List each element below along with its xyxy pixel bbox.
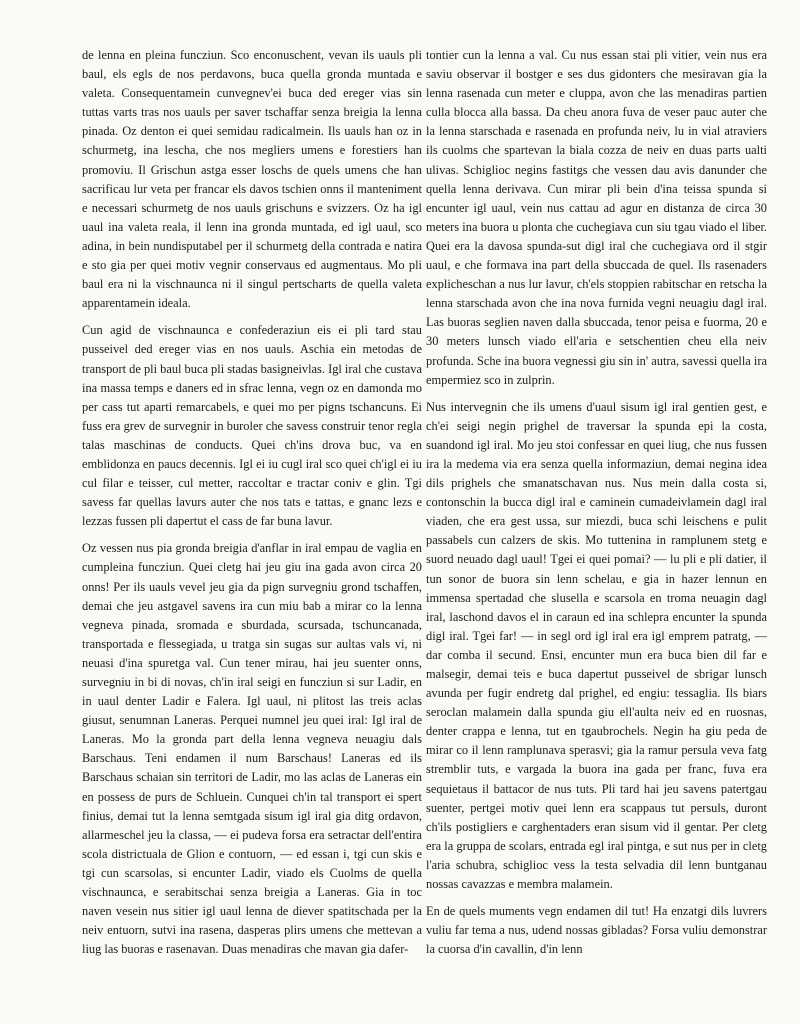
paragraph: tontier cun la lenna a val. Cu nus essan stai pli vitier, vein nus era saviu observar il bostger e ses dus gidonters che mesiravan gia la lenna rasenada cun meter e cluppa, avon che las menadiras partien culla blocca alla bassa. Da cheu anora fuva de veser pauc auter che la lenna starschada e rasenada en profunda neiv, lu in vial atraviers ils cuolms che spartevan la biala cozza de neiv en duas parts ualti ulivas. Schiglioc negins fastitgs che vessen dau avis danunder che quella lenna derivava. Cun mirar pli bein d'ina teissa spunda si encunter igl uaul, vein nus cattau ad agur en distanza de circa 30 meters ina buora u plonta che cuchegiava cun siu tgau viado el liber. Quei era la davosa spunda-sut digl iral che cuchegiava ord il stgir uaul, e che formava ina part della sbuccada de quel. Ils rasenaders explicheschan a nus lur lavur, ch'els stoppien rabitschar en retscha la lenna starschada avon che ina nova furnida vegni neuagiu dagl iral. Las buoras seglien naven dalla sbuccada, tenor peisa e fuorma, 20 e 30 meters lunsch viado ell'aria e setschentien cheu ella neiv profunda. Sche ina buora vegnessi giu sin in' autra, savessi quella ira empermiez sco in zulprin.: [426, 48, 767, 387]
paragraph: Cun agid de vischnaunca e confederaziun eis ei pli tard stau pusseivel ded ereger vias en nos uauls. Aschia ein metodas de transport de pli baul buca pli stadas basigneivlas. Igl iral che custava ina massa temps e daners ed in sfrac lenna, vegn oz en damonda mo per cass tut aparti remarcabels, e quei mo per pigns tschancuns. Ei fuss era grev de survegnir in buroler che savess construir tenor regla talas maschinas de conducts. Quei ch'ins drova buc, va en emblidonza en paucs decennis. Igl ei iu cugl iral sco quei ch'igl ei iu cul filar e teisser, cul metter, raccoltar e tractar coniv e glin. Tgi savess far quellas lavurs auter che nos tats e tattas, e gnanc lezs e lezzas fussen pli dapertut el cass de far buna lavur.: [82, 323, 422, 529]
right-column: [426, 46, 767, 967]
paragraph: de lenna en pleina funcziun. Sco enconuschent, vevan ils uauls pli baul, els egls de nos perdavons, buca quella gronda muntada e valeta. Consequentamein cunvegnev'ei buca ded ereger vias sin tuttas varts tras nos uauls per saver tschaffar senza breigia la lenna pinada. Oz denton ei quei semidau radicalmein. Ils uauls han oz in schurmetg, ina lescha, che nos megliers umens e forestiers han promoviu. Il Grischun astga esser loschs de quels umens che han sacrificau lur veta per francar els davos tschien onns il manteniment e necessari schurmetg de nos uauls grischuns e svizzers. Oz ha igl uaul ina valeta reala, il lenn ina gronda muntada, ed igl uaul, sco adina, in bein nundisputabel per il schurmetg della contrada e natira e sto gia per quei motiv vegnir conservaus ed augmentaus. Mo pli baul era ni la vischnaunca ni il singul pertscharts de quella valeta apparentamein ideala.: [82, 48, 422, 311]
paragraph: Oz vessen nus pia gronda breigia d'anflar in iral empau de vaglia en cumpleina funcziun. Quei cletg hai jeu giu ina gada avon circa 20 onns! Per ils uauls vevel jeu gia da pign survegniu grond tschaffen, demai che jeu astgavel savens ira cun miu bab a mirar co la lenna vegneva pinada, sromada e sburdada, scursada, tschuncanada, transportada e flessegiada, u tratga sin sugas sur aultas vals vi, ni neuasi d'ina spuretga val. Cun tener mirau, hai jeu suenter onns, survegniu in bi di novas, ch'in iral seigi en funcziun si sur Ladir, en in uaul denter Ladir e Falera. Igl uaul, ni plitost las treis aclas giusut, senumnan Laneras. Perquei numnel jeu quei iral: Igl iral de Laneras. Mo la gronda part della lenna vegneva neuagiu dals Barschaus. Teni endamen il num Barschaus! Laneras ed ils Barschaus schaian sin territori de Ladir, mo las aclas de Laneras ein en possess de purs de Schluein. Cunquei ch'in tal transport ei spert finius, demai tut la lenna semtgada sisum igl iral gia ditg ordavon, allarmeschel jeu la classa, — ei pudeva forsa era setractar dell'entira scola districtuala de Glion e contuorn, — ed essan i, tgi cun skis e tgi cun scarsolas, si encunter Ladir, viado els Cuolms de quella vischnaunca, e serabitschai senza breigia a Laneras. Gia in toc naven vesein nus sitier igl uaul lenna de diever spatitschada per la neiv entuorn, sutvi ina rasena, dasperas plirs umens che mettevan a liug las buoras e rasenavan. Duas menadiras che mavan gia dafer-: [82, 541, 422, 957]
paragraph: Nus intervegnin che ils umens d'uaul sisum igl iral gentien gest, e ch'ei seigi negin prighel de traversar la spunda epi la costa, suandond igl iral. Mo jeu stoi confessar en quei liug, che nus fussen ira la medema via era senza quella informaziun, demai negina idea dils prighels che smanatschavan nus. Nus mein dalla costa si, contonschin la bucca digl iral e caminein cumadeivlamein dagl iral viaden, che era gest ussa, sur miezdi, buca schi leischens e pulit passabels cun calzers de skis. Mo tuttenina in ramplunem stetg e suord neuado dagl uaul! Tgei ei quei pomai? — lu pli e pli datier, il tun sonor de buora sin lenn schelau, e gia in hazer lennun en immensa spertadad che slusella e scarsola en troma neuagin dagl iral, laschond davos el in caraun ed ina schlepra encunter la spunda digl iral. Tgei far! — in segl ord igl iral era igl emprem patratg, — dar comba il secund. Ensi, encunter mun era buca bien dil far e malsegir, demai teis e buca dapertut pusseivel de sbrigar lunsch avunda per fugir endretg dal prighel, ed engiu: tessaglia. Ils biars seroclan malamein dalla spunda giu ell'aulta neiv ed en ruosnas, denter crappa e lenna, tut en tgaubrochels. Negin ha giu peda de mirar co il lenn ramplunava sperasvi; gia la ramur persula veva fatg stremblir tuts, e vargada la buora ina gada per franc, fuva era sequietaus il battacor de nus tuts. Pli tard hai jeu savens patertgau suenter, pertgei motiv quei lenn era scappaus tut persuls, duront ch'ils postigliers e carghentaders eran sisum vid il gentar. Per cletg era la gruppa de scolars, entrada egl iral pintga, e sut nus per in cletg l'aria schubra, schiglioc vess la testa selvadia dil lenn buntganau nossas cavazzas e membra malamein.: [426, 399, 767, 892]
paragraph: En de quels muments vegn endamen dil tut! Ha enzatgi dils luvrers vuliu far tema a nus, udend nossas gibladas? Forsa vuliu demonstrar la cuorsa d'in cavallin, d'in lenn: [426, 904, 767, 957]
left-column: [82, 46, 422, 967]
